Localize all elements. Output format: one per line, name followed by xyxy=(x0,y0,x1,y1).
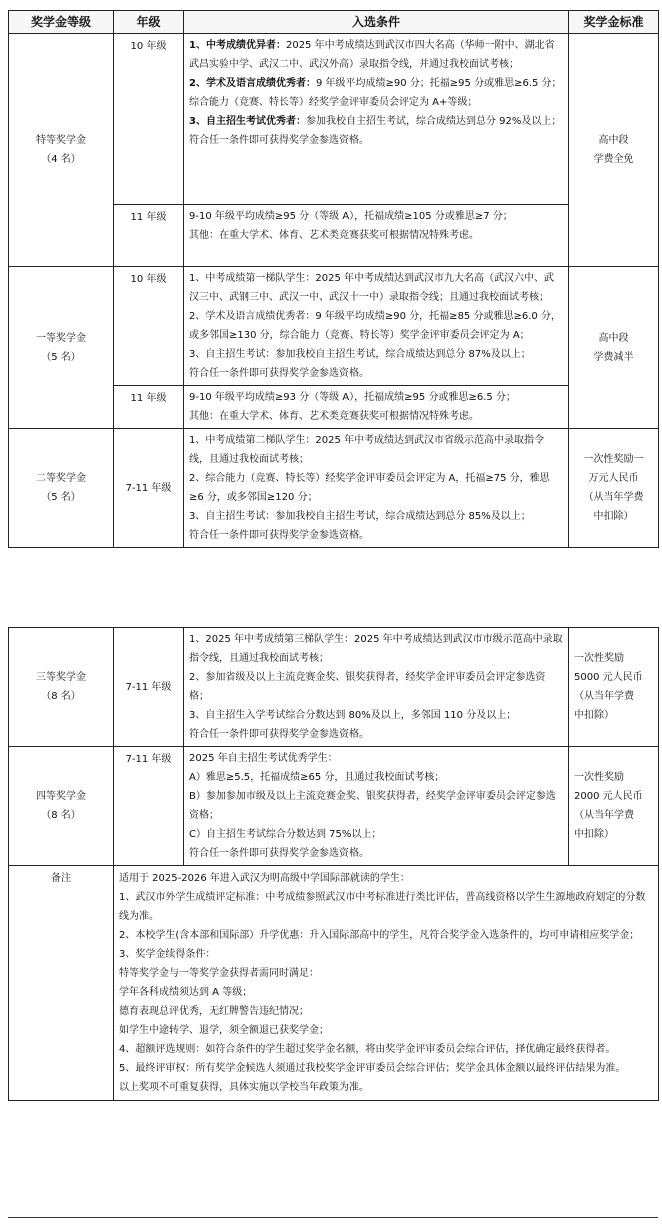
condition-text: 2025 年中考成绩达到武汉市四大名高（华师一附中、湖北省武昌实验中学、武汉二中、武汉外高）录取指令线，并通过我校面试考核； xyxy=(189,40,555,70)
fourth-grade: 7-11 年级 xyxy=(114,747,184,866)
second-conditions xyxy=(184,429,569,548)
condition-item: 2、参加省级及以上主流竞赛金奖、银奖获得者，经奖学金评审委员会评定参选资格； xyxy=(189,672,546,702)
note-line: 4、超额评选规则：如符合条件的学生超过奖学金名额，将由奖学金评审委员会综合评估，择优确定最终获得者。 xyxy=(119,1044,616,1055)
standard-line: 万元人民币 xyxy=(588,473,639,484)
standard-line: 2000 元人民币 xyxy=(574,791,643,802)
special-g11-conditions xyxy=(184,205,569,267)
header-grade: 年级 xyxy=(114,11,184,34)
third-level-cell xyxy=(9,628,114,747)
condition-intro: 2025 年自主招生考试优秀学生： xyxy=(189,753,338,764)
standard-line: 中扣除） xyxy=(593,511,634,522)
second-level-cell xyxy=(9,429,114,548)
condition-item: 1、2025 年中考成绩第三梯队学生：2025 年中考成绩达到武汉市市级示范高中录取指令线，且通过我校面试考核； xyxy=(189,634,563,664)
fourth-standard xyxy=(569,747,659,866)
scholarship-table-part2 xyxy=(8,627,659,1101)
condition-line: 其他：在重大学术、体育、艺术类竞赛获奖可根据情况特殊考虑。 xyxy=(189,411,479,422)
condition-item: 2、综合能力（竞赛、特长等）经奖学金评审委员会评定为 A，托福≥75 分，雅思≥6 分，或多邻国≥120 分； xyxy=(189,473,550,503)
third-row xyxy=(9,628,659,747)
header-level: 奖学金等级 xyxy=(9,11,114,34)
condition-footer: 符合任一条件即可获得奖学金参选资格。 xyxy=(189,848,369,859)
header-condition: 入选条件 xyxy=(184,11,569,34)
condition-item: 3、自主招生考试：参加我校自主招生考试，综合成绩达到总分 87%及以上； xyxy=(189,349,531,360)
fourth-level: 四等奖学金 xyxy=(36,791,86,802)
standard-line: 中扣除） xyxy=(574,710,614,721)
scholarship-table-part1 xyxy=(8,10,659,548)
second-row xyxy=(9,429,659,548)
note-line: 学年各科成绩须达到 A 等级； xyxy=(119,987,253,998)
note-line: 适用于 2025-2026 年进入武汉为明高级中学国际部就读的学生： xyxy=(119,873,410,884)
special-level-cell xyxy=(9,34,114,267)
condition-line: 9-10 年级平均成绩≥95 分（等级 A），托福成绩≥105 分或雅思≥7 分； xyxy=(189,211,513,223)
condition-text: 参加我校自主招生考试，综合成绩达到总分 92%及以上； xyxy=(305,116,562,127)
condition-footer: 符合任一条件即可获得奖学金参选资格。 xyxy=(189,530,369,541)
standard-line: 一次性奖励 xyxy=(574,772,624,783)
note-line: 2、本校学生(含本部和国际部）升学优惠：升入国际部高中的学生，凡符合奖学金入选条件的，均可申请相应奖学金； xyxy=(119,930,640,941)
condition-footer: 符合任一条件即可获得奖学金参选资格。 xyxy=(189,135,369,146)
special-count: （4 名） xyxy=(41,154,81,165)
third-conditions xyxy=(184,628,569,747)
first-g10-row xyxy=(9,267,659,386)
condition-item: C）自主招生考试综合分数达到 75%以上； xyxy=(189,829,382,840)
first-level-cell xyxy=(9,267,114,429)
special-g10-conditions xyxy=(184,34,569,205)
second-grade: 7-11 年级 xyxy=(114,429,184,548)
third-count: （8 名） xyxy=(41,691,81,702)
notes-row xyxy=(9,866,659,1101)
third-standard xyxy=(569,628,659,747)
condition-item: A）雅思≥5.5，托福成绩≥65 分，且通过我校面试考核； xyxy=(189,772,445,783)
note-line: 德育表现总评优秀，无红牌警告违纪情况； xyxy=(119,1006,309,1017)
notes-label: 备注 xyxy=(9,866,114,1101)
condition-item: 1、中考成绩第一梯队学生：2025 年中考成绩达到武汉市九大名高（武汉六中、武汉三中、武钢三中、武汉一中、武汉十一中）录取指令线；且通过我校面试考核； xyxy=(189,273,554,303)
standard-line: 高中段 xyxy=(598,135,629,146)
first-count: （5 名） xyxy=(41,351,81,363)
condition-line: 其他：在重大学术、体育、艺术类竞赛获奖可根据情况特殊考虑。 xyxy=(189,230,479,242)
first-g10-grade: 10 年级 xyxy=(114,267,184,386)
condition-item: 1、中考成绩第二梯队学生：2025 年中考成绩达到武汉市省级示范高中录取指令线，且通过我校面试考核； xyxy=(189,435,544,465)
note-line: 3、奖学金续得条件： xyxy=(119,949,216,960)
condition-title: 1、中考成绩优异者： xyxy=(189,40,286,51)
condition-footer: 符合任一条件即可获得奖学金参选资格。 xyxy=(189,368,369,379)
standard-line: （从当年学费 xyxy=(574,810,634,821)
third-grade: 7-11 年级 xyxy=(114,628,184,747)
fourth-row xyxy=(9,747,659,866)
first-g11-conditions xyxy=(184,386,569,429)
second-count: （5 名） xyxy=(41,492,81,503)
condition-item: 3、自主招生入学考试综合分数达到 80%及以上，多邻国 110 分及以上； xyxy=(189,710,517,721)
note-line: 如学生中途转学、退学，须全额退已获奖学金； xyxy=(119,1025,329,1036)
note-line: 1、武汉市外学生成绩评定标准：中考成绩参照武汉市中考标准进行类比评估，普高线资格以学生生源地政府划定的分数线为准。 xyxy=(119,892,646,922)
standard-line: 中扣除） xyxy=(574,829,614,840)
condition-line: 9-10 年级平均成绩≥93 分（等级 A），托福成绩≥95 分或雅思≥6.5 分； xyxy=(189,392,516,403)
third-level: 三等奖学金 xyxy=(36,672,86,683)
special-g11-grade: 11 年级 xyxy=(114,205,184,267)
second-level: 二等奖学金 xyxy=(36,473,86,484)
first-g10-conditions xyxy=(184,267,569,386)
condition-item: 3、自主招生考试：参加我校自主招生考试，综合成绩达到总分 85%及以上； xyxy=(189,511,531,522)
standard-line: （从当年学费 xyxy=(574,691,634,702)
condition-item: B）参加参加市级及以上主流竞赛金奖、银奖获得者，经奖学金评审委员会评定参选资格； xyxy=(189,791,556,821)
condition-title: 3、自主招生考试优秀者： xyxy=(189,116,306,127)
standard-line: 学费全免 xyxy=(593,154,634,165)
fourth-conditions xyxy=(184,747,569,866)
note-line: 5、最终评审权：所有奖学金候选人须通过我校奖学金评审委员会综合评估；奖学金具体金额以最终评估结果为准。 xyxy=(119,1063,626,1074)
first-g11-grade: 11 年级 xyxy=(114,386,184,429)
note-line: 以上奖项不可重复获得，具体实施以学校当年政策为准。 xyxy=(119,1082,369,1093)
first-level: 一等奖学金 xyxy=(36,332,86,344)
standard-line: 一次性奖励 xyxy=(574,653,624,664)
special-g10-grade: 10 年级 xyxy=(114,34,184,205)
special-g10-row xyxy=(9,34,659,205)
condition-footer: 符合任一条件即可获得奖学金参选资格。 xyxy=(189,729,369,740)
standard-line: 5000 元人民币 xyxy=(574,672,643,683)
header-standard: 奖学金标准 xyxy=(569,11,659,34)
fourth-count: （8 名） xyxy=(41,810,81,821)
first-standard xyxy=(569,267,659,429)
fourth-level-cell xyxy=(9,747,114,866)
notes-content xyxy=(114,866,659,1101)
special-level: 特等奖学金 xyxy=(36,135,86,146)
standard-line: 学费减半 xyxy=(593,351,634,363)
page-bottom-rule xyxy=(8,1217,658,1218)
standard-line: （从当年学费 xyxy=(583,492,644,503)
condition-item xyxy=(189,74,563,112)
condition-item xyxy=(189,112,563,131)
condition-item xyxy=(189,36,563,74)
special-standard xyxy=(569,34,659,267)
second-standard xyxy=(569,429,659,548)
condition-title: 2、学术及语言成绩优秀者： xyxy=(189,78,316,89)
header-row xyxy=(9,11,659,34)
condition-text: 9 年级平均成绩≥90 分；托福≥95 分或雅思≥6.5 分；综合能力（竞赛、特长等）经奖学金评审委员会评定为 A+等级； xyxy=(189,78,562,108)
note-line: 特等奖学金与一等奖学金获得者需同时满足： xyxy=(119,968,319,979)
standard-line: 一次性奖励一 xyxy=(583,454,644,465)
condition-item: 2、学术及语言成绩优秀者：9 年级平均成绩≥90 分，托福≥85 分或雅思≥6.0 分，或多邻国≥130 分，综合能力（竞赛、特长等）奖学金评审委员会评定为 A； xyxy=(189,311,561,341)
standard-line: 高中段 xyxy=(598,332,629,344)
